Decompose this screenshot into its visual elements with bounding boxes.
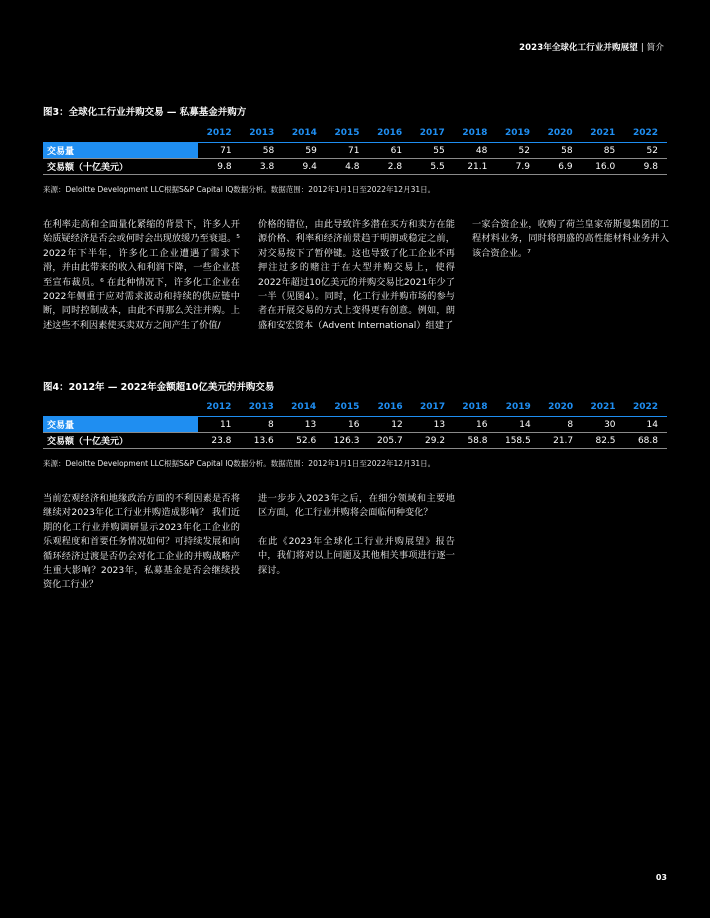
table-cell: 21.1 <box>454 159 497 175</box>
table-row <box>43 159 667 175</box>
table-cell: 58.8 <box>454 433 496 449</box>
table-cell: 12 <box>368 417 411 433</box>
table-cell: 158.5 <box>496 433 539 449</box>
table-cell: 85 <box>582 143 625 159</box>
table-cell: 58 <box>241 143 284 159</box>
table-cell: 8 <box>540 417 582 433</box>
year-header: 2018 <box>462 402 488 412</box>
year-header-empty <box>43 126 198 143</box>
table-cell: 71 <box>198 143 241 159</box>
table-cell: 52 <box>496 143 539 159</box>
year-header: 2021 <box>590 128 616 138</box>
year-header: 2014 <box>291 402 317 412</box>
table-cell: 126.3 <box>325 433 368 449</box>
table-cell: 16.0 <box>582 159 625 175</box>
year-header: 2022 <box>632 128 658 138</box>
table-cell: 21.7 <box>540 433 582 449</box>
table-cell: 7.9 <box>496 159 539 175</box>
table-row <box>43 433 667 449</box>
table-cell: 52 <box>624 143 667 159</box>
body-column-1: 在利率走高和全面量化紧缩的背景下，许多人开始质疑经济是否会或何时会出现放缓乃至衰退。⁵ 2022年下半年，许多化工企业遭遇了需求下滑，并由此带来的收入和利润下降，一些企业甚至宣布裁员。⁶ 在此种情况下，许多化工企业在2022年侧重于应对需求波动和持续的供应链中断，同时控制成本，由此不再那么关注并购。上述这些不利因素使买卖双方之间产生了价值/ <box>43 219 240 331</box>
table-cell: 30 <box>582 417 624 433</box>
year-header: 2020 <box>548 402 574 412</box>
table-cell: 3.8 <box>241 159 284 175</box>
year-header: 2015 <box>334 402 360 412</box>
body-column-2: 价格的错位，由此导致许多潜在买方和卖方在能源价格、利率和经济前景趋于明朗或稳定之前，对交易按下了暂停键。这也导致了化工企业不再押注过多的赌注于在大型并购交易上，使得2022年超过10亿美元的并购交易比2021年少了一半（见图4）。同时，化工行业并购市场的参与者在开展交易的方式上变得更有创意。例如，朗盛和安宏资本（Advent International）组建了 <box>258 219 455 331</box>
year-header: 2012 <box>206 402 232 412</box>
fig3-title: 图3：全球化工行业并购交易 — 私募基金并购方 <box>43 107 247 118</box>
year-header: 2019 <box>505 402 531 412</box>
table-cell: 29.2 <box>412 433 454 449</box>
section-name: 简介 <box>646 43 664 53</box>
table-cell: 55 <box>411 143 454 159</box>
year-header: 2016 <box>377 128 403 138</box>
table-cell: 4.8 <box>326 159 369 175</box>
year-header: 2020 <box>547 128 573 138</box>
table-cell: 71 <box>326 143 369 159</box>
year-header: 2013 <box>249 128 275 138</box>
table-cell: 11 <box>198 417 240 433</box>
row-label: 交易量 <box>43 417 198 433</box>
table-row <box>43 417 667 433</box>
table-cell: 9.8 <box>624 159 667 175</box>
year-header: 2015 <box>334 128 360 138</box>
year-header: 2012 <box>206 128 232 138</box>
table-cell: 14 <box>625 417 667 433</box>
row-label: 交易量 <box>43 143 198 159</box>
table-cell: 59 <box>283 143 326 159</box>
fig3-table <box>43 126 667 175</box>
fig4-title: 图4：2012年 — 2022年金额超10亿美元的并购交易 <box>43 382 275 393</box>
body-column-6: 在此《2023年全球化工行业并购展望》报告中，我们将对以上问题及其他相关事项进行逐一探讨。 <box>258 536 455 576</box>
table-cell: 13.6 <box>240 433 282 449</box>
table-cell: 58 <box>539 143 582 159</box>
table-cell: 14 <box>496 417 539 433</box>
table-row <box>43 143 667 159</box>
running-header <box>519 41 664 53</box>
table-cell: 61 <box>369 143 412 159</box>
table-cell: 82.5 <box>582 433 624 449</box>
year-header: 2022 <box>632 402 658 412</box>
table-cell: 13 <box>412 417 454 433</box>
table-cell: 23.8 <box>198 433 240 449</box>
header-separator: | <box>640 43 644 53</box>
fig3-source: 来源：Deloitte Development LLC根据S&P Capital IQ数据分析。数据范围：2012年1月1日至2022年12月31日。 <box>43 185 436 194</box>
fig4-table <box>43 400 667 449</box>
body-column-3: 一家合资企业，收购了荷兰皇家帝斯曼集团的工程材料业务，同时将朗盛的高性能材料业务并入该合资企业。⁷ <box>472 219 669 259</box>
body-column-4: 当前宏观经济和地缘政治方面的不利因素是否将继续对2023年化工行业并购造成影响？ 我们近期的化工行业并购调研显示2023年化工企业的乐观程度和首要任务情况如何？可持续发展和向循环经济过渡是否仍会对化工企业的并购战略产生重大影响？2023年，私募基金是否会继续投资化工行业？ <box>43 493 240 591</box>
table-cell: 52.6 <box>283 433 325 449</box>
table-cell: 8 <box>240 417 282 433</box>
year-header: 2018 <box>462 128 488 138</box>
table-cell: 16 <box>454 417 496 433</box>
row-label: 交易额（十亿美元） <box>43 433 198 449</box>
table-cell: 205.7 <box>368 433 411 449</box>
year-header: 2017 <box>419 128 445 138</box>
table-cell: 68.8 <box>625 433 667 449</box>
table-cell: 6.9 <box>539 159 582 175</box>
report-title: 2023年全球化工行业并购展望 <box>519 43 638 53</box>
table-cell: 5.5 <box>411 159 454 175</box>
row-label: 交易额（十亿美元） <box>43 159 198 175</box>
year-header: 2013 <box>248 402 274 412</box>
table-cell: 16 <box>325 417 368 433</box>
year-header: 2014 <box>291 128 317 138</box>
table-cell: 9.4 <box>283 159 326 175</box>
body-column-5: 进一步步入2023年之后，在细分领域和主要地区方面，化工行业并购将会面临何种变化？ <box>258 493 455 519</box>
table-cell: 48 <box>454 143 497 159</box>
table-cell: 2.8 <box>369 159 412 175</box>
fig4-source: 来源：Deloitte Development LLC根据S&P Capital IQ数据分析。数据范围：2012年1月1日至2022年12月31日。 <box>43 459 436 468</box>
page-number: 03 <box>655 873 667 882</box>
table-cell: 9.8 <box>198 159 241 175</box>
year-header: 2021 <box>590 402 616 412</box>
table-cell: 13 <box>283 417 325 433</box>
year-header: 2019 <box>504 128 530 138</box>
year-header: 2017 <box>420 402 446 412</box>
year-header-empty <box>43 400 198 417</box>
year-header: 2016 <box>377 402 403 412</box>
